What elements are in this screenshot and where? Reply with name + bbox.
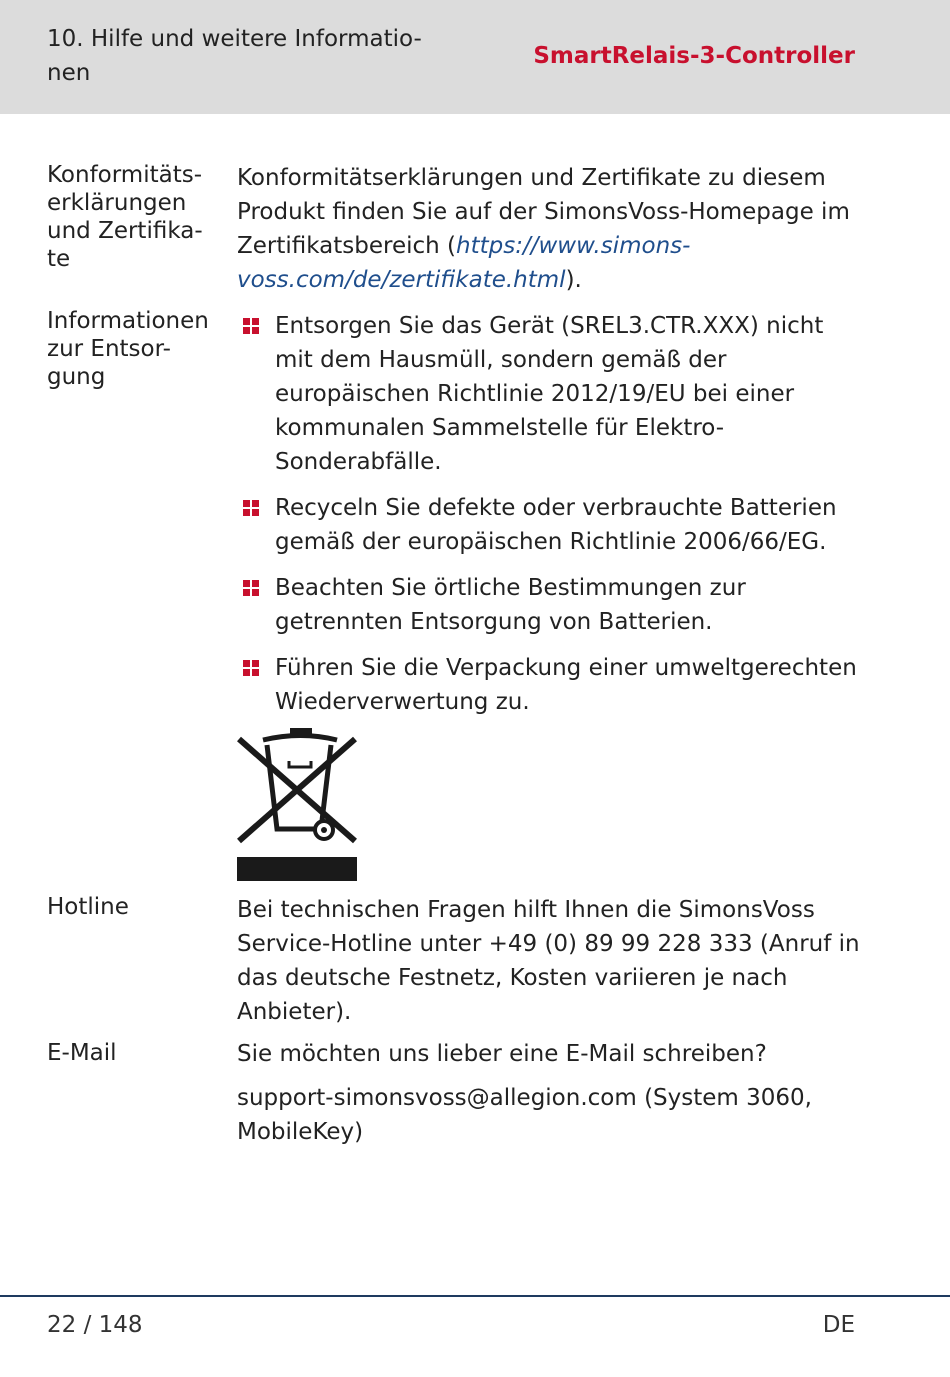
conformity-text: [237, 161, 862, 297]
disposal-bullet-text: Recyceln Sie defekte oder verbrauchte Batterien gemäß der europäischen Richtlinie 2006/66/EG.: [275, 495, 837, 555]
page-header: [0, 0, 950, 114]
bullet-icon: [243, 580, 259, 596]
chapter-title-line-2: nen: [47, 60, 91, 86]
bullet-icon: [243, 318, 259, 334]
disposal-label-line: zur Entsor-: [47, 336, 171, 362]
bullet-icon: [243, 500, 259, 516]
disposal-label-line: gung: [47, 364, 106, 390]
disposal-bullet-text: Führen Sie die Verpackung einer umweltgerechten Wiederverwertung zu.: [275, 655, 857, 715]
certificates-link[interactable]: https://www.simons-voss.com/de/zertifikate.html: [237, 233, 691, 293]
conformity-label: [47, 161, 222, 273]
page-number: 22 / 148: [47, 1312, 143, 1338]
product-name: SmartRelais-3-Controller: [533, 43, 855, 69]
conformity-label-line: und Zertifika-: [47, 218, 203, 244]
conformity-label-line: Konformitäts-: [47, 162, 203, 188]
chapter-title-line-1: 10. Hilfe und weitere Informatio-: [47, 26, 422, 52]
bullet-icon: [243, 660, 259, 676]
language-code: DE: [822, 1312, 855, 1338]
chapter-title: [47, 22, 427, 90]
disposal-label-line: Informationen: [47, 308, 209, 334]
conformity-text-after: ).: [565, 267, 582, 293]
disposal-bullet: [237, 571, 862, 639]
email-label: E-Mail: [47, 1040, 117, 1066]
conformity-text-before: Konformitätserklärungen und Zertifikate zu diesem Produkt finden Sie auf der SimonsVoss-Homepage im Zertifikatsbereich (: [237, 165, 850, 259]
disposal-label: [47, 307, 222, 391]
disposal-bullet: [237, 491, 862, 559]
conformity-label-line: te: [47, 246, 71, 272]
disposal-bullet: [237, 309, 862, 479]
weee-crossed-bin-icon: [237, 727, 357, 881]
disposal-bullet: [237, 651, 862, 719]
email-intro-text: Sie möchten uns lieber eine E-Mail schreiben?: [237, 1041, 767, 1067]
footer-divider: [0, 1295, 950, 1297]
conformity-label-line: erklärungen: [47, 190, 187, 216]
hotline-text: Bei technischen Fragen hilft Ihnen die SimonsVoss Service-Hotline unter +49 (0) 89 99 228 333 (Anruf in das deutsche Festnetz, Kosten variieren je nach Anbieter).: [237, 897, 860, 1025]
disposal-bullet-text: Beachten Sie örtliche Bestimmungen zur getrennten Entsorgung von Batterien.: [275, 575, 746, 635]
email-address-text: support-simonsvoss@allegion.com (System 3060, MobileKey): [237, 1085, 812, 1145]
hotline-label: Hotline: [47, 894, 129, 920]
disposal-bullet-text: Entsorgen Sie das Gerät (SREL3.CTR.XXX) nicht mit dem Hausmüll, sondern gemäß der europäischen Richtlinie 2012/19/EU bei einer kommunalen Sammelstelle für Elektro-Sonderabfälle.: [275, 313, 824, 475]
